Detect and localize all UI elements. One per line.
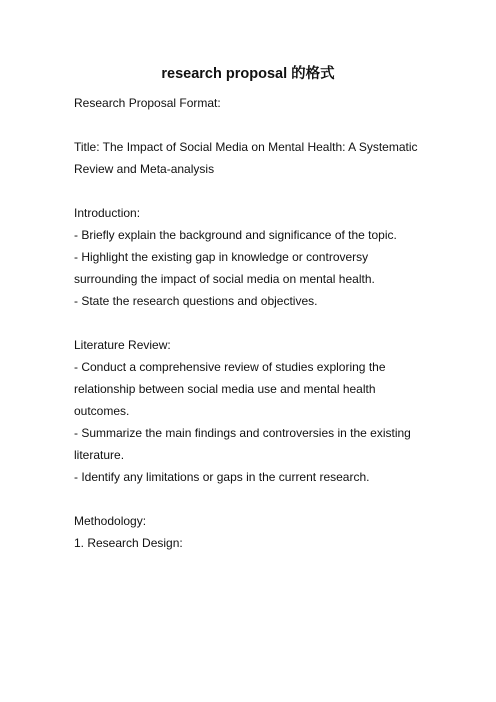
section-heading: Introduction:: [74, 206, 141, 220]
document-title: research proposal 的格式: [161, 66, 335, 82]
text-line: relationship between social media use and mental health: [74, 382, 376, 396]
text-line: - Highlight the existing gap in knowledge or controversy: [74, 250, 369, 264]
blank-line: [74, 488, 424, 510]
text-line: Title: The Impact of Social Media on Mental Health: A Systematic: [74, 140, 418, 154]
document-body: [74, 92, 424, 554]
text-line: literature.: [74, 448, 125, 462]
text-line: outcomes.: [74, 404, 130, 418]
section-heading: Methodology:: [74, 514, 147, 528]
text-line: Review and Meta-analysis: [74, 162, 215, 176]
text-line: Research Proposal Format:: [74, 96, 221, 110]
text-line: surrounding the impact of social media on mental health.: [74, 272, 375, 286]
text-line: - State the research questions and objectives.: [74, 294, 318, 308]
blank-line: [74, 312, 424, 334]
text-line: - Identify any limitations or gaps in the current research.: [74, 470, 370, 484]
blank-line: [74, 114, 424, 136]
text-line: - Conduct a comprehensive review of studies exploring the: [74, 360, 386, 374]
blank-line: [74, 180, 424, 202]
text-line: - Briefly explain the background and significance of the topic.: [74, 228, 397, 242]
section-heading: Literature Review:: [74, 338, 171, 352]
text-line: - Summarize the main findings and controversies in the existing: [74, 426, 411, 440]
text-line: 1. Research Design:: [74, 536, 183, 550]
